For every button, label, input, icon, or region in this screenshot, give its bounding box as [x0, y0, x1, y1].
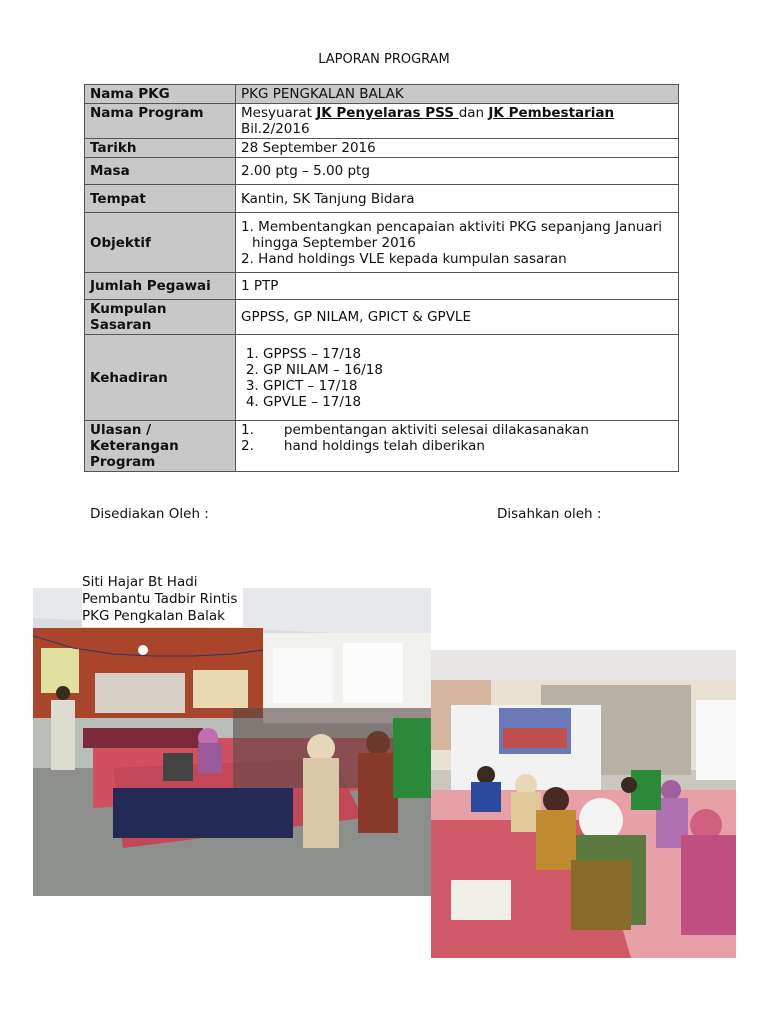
objektif-item: 1. Membentangkan pencapaian aktiviti PKG sepanjang Januari hingga September 2016 — [241, 218, 663, 251]
value-nama-program — [236, 104, 679, 139]
program-text-3: Bil.2/2016 — [241, 121, 310, 137]
value-objektif — [236, 213, 679, 273]
label-tempat: Tempat — [85, 185, 236, 213]
label-nama-pkg: Nama PKG — [85, 85, 236, 104]
row-tempat — [85, 185, 679, 213]
value-masa: 2.00 ptg – 5.00 ptg — [236, 158, 679, 185]
ulasan-item: 1. pembentangan aktiviti selesai dilakasanakan — [241, 422, 589, 438]
row-ulasan — [85, 421, 679, 472]
signatory-name: Siti Hajar Bt Hadi — [82, 574, 198, 590]
ulasan-item: 2. hand holdings telah diberikan — [241, 438, 485, 454]
value-ulasan — [236, 421, 679, 472]
value-kumpulan: GPPSS, GP NILAM, GPICT & GPVLE — [236, 300, 679, 335]
label-objektif: Objektif — [85, 213, 236, 273]
label-jumlah: Jumlah Pegawai — [85, 273, 236, 300]
signature-block — [82, 574, 243, 627]
label-kehadiran: Kehadiran — [85, 335, 236, 421]
program-text-2: dan — [458, 105, 489, 121]
value-tempat: Kantin, SK Tanjung Bidara — [236, 185, 679, 213]
label-ulasan: Ulasan / Keterangan Program — [85, 421, 236, 472]
row-jumlah — [85, 273, 679, 300]
value-kehadiran — [236, 335, 679, 421]
report-table — [84, 84, 679, 472]
signatory-office: PKG Pengkalan Balak — [82, 608, 225, 624]
signatory-position: Pembantu Tadbir Rintis — [82, 591, 238, 607]
label-tarikh: Tarikh — [85, 139, 236, 158]
kehadiran-item: 1. GPPSS – 17/18 — [263, 346, 673, 362]
kehadiran-item: 2. GP NILAM – 16/18 — [263, 362, 673, 378]
program-text-1: Mesyuarat — [241, 105, 317, 121]
kehadiran-item: 3. GPICT – 17/18 — [263, 378, 673, 394]
label-nama-program: Nama Program — [85, 104, 236, 139]
program-link-pembestarian[interactable]: JK Pembestarian — [488, 105, 615, 121]
value-tarikh: 28 September 2016 — [236, 139, 679, 158]
value-jumlah: 1 PTP — [236, 273, 679, 300]
row-kehadiran — [85, 335, 679, 421]
approved-by-label: Disahkan oleh : — [497, 506, 602, 522]
prepared-by-label: Disediakan Oleh : — [90, 506, 209, 522]
objektif-item: 2. Hand holdings VLE kepada kumpulan sasaran — [241, 250, 567, 267]
row-kumpulan — [85, 300, 679, 335]
program-link-penyelaras[interactable]: JK Penyelaras PSS — [316, 105, 459, 121]
row-objektif — [85, 213, 679, 273]
row-masa — [85, 158, 679, 185]
value-nama-pkg: PKG PENGKALAN BALAK — [236, 85, 679, 104]
row-tarikh — [85, 139, 679, 158]
row-nama-pkg — [85, 85, 679, 104]
document-title: LAPORAN PROGRAM — [318, 52, 450, 67]
label-masa: Masa — [85, 158, 236, 185]
row-nama-program — [85, 104, 679, 139]
meeting-photo-1 — [33, 588, 431, 896]
label-kumpulan: Kumpulan Sasaran — [85, 300, 236, 335]
meeting-photo-2 — [431, 650, 736, 958]
kehadiran-item: 4. GPVLE – 17/18 — [263, 394, 673, 410]
